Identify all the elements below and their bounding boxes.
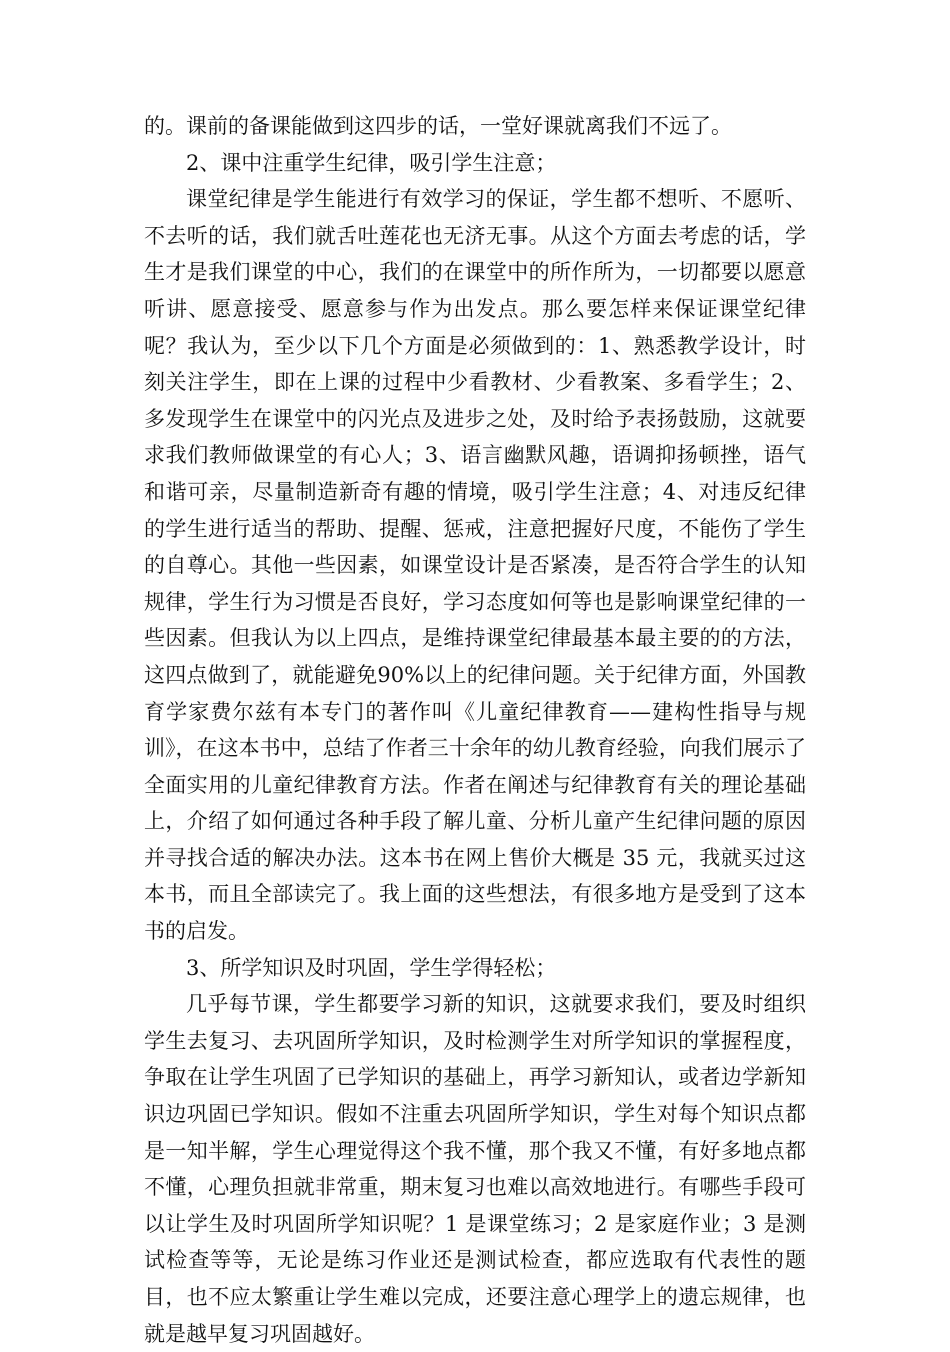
paragraph-classroom-discipline: 课堂纪律是学生能进行有效学习的保证，学生都不想听、不愿听、不去听的话，我们就舌吐莲花也无济无事。从这个方面去考虑的话，学生才是我们课堂的中心，我们的在课堂中的所作所为，一切都要以愿意听讲、愿意接受、愿意参与作为出发点。那么要怎样来保证课堂纪律呢？我认为，至少以下几个方面是必须做到的：1、熟悉教学设计，时刻关注学生，即在上课的过程中少看教材、少看教案、多看学生；2、多发现学生在课堂中的闪光点及进步之处，及时给予表扬鼓励，这就要求我们教师做课堂的有心人；3、语言幽默风趣，语调抑扬顿挫，语气和谐可亲，尽量制造新奇有趣的情境，吸引学生注意；4、对违反纪律的学生进行适当的帮助、提醒、惩戒，注意把握好尺度，不能伤了学生的自尊心。其他一些因素，如课堂设计是否紧凑，是否符合学生的认知规律，学生行为习惯是否良好，学习态度如何等也是影响课堂纪律的一些因素。但我认为以上四点，是维持课堂纪律最基本最主要的的方法，这四点做到了，就能避免90%以上的纪律问题。关于纪律方面，外国教育学家费尔兹有本专门的著作叫《儿童纪律教育——建构性指导与规训》，在这本书中，总结了作者三十余年的幼儿教育经验，向我们展示了全面实用的儿童纪律教育方法。作者在阐述与纪律教育有关的理论基础上，介绍了如何通过各种手段了解儿童、分析儿童产生纪律问题的原因并寻找合适的解决办法。这本书在网上售价大概是 35 元，我就买过这本书，而且全部读完了。我上面的这些想法，有很多地方是受到了这本书的启发。 (144, 187, 806, 944)
paragraph-intro-continuation: 的。课前的备课能做到这四步的话，一堂好课就离我们不远了。 (144, 114, 732, 138)
paragraph-knowledge-consolidation: 几乎每节课，学生都要学习新的知识，这就要求我们，要及时组织学生去复习、去巩固所学知识，及时检测学生对所学知识的掌握程度，争取在让学生巩固了已学知识的基础上，再学习新知认，或者边学新知识边巩固已学知识。假如不注重去巩固所学知识，学生对每个知识点都是一知半解，学生心理觉得这个我不懂，那个我又不懂，有好多地点都不懂，心理负担就非常重，期末复习也难以高效地进行。有哪些手段可以让学生及时巩固所学知识呢？1 是课堂练习；2 是家庭作业；3 是测试检查等等，无论是练习作业还是测试检查，都应选取有代表性的题目，也不应太繁重让学生难以完成，还要注意心理学上的遗忘规律，也就是越早复习巩固越好。 (144, 992, 806, 1346)
document-body (144, 108, 806, 1352)
section-heading-3: 3、所学知识及时巩固，学生学得轻松； (186, 955, 557, 980)
section-heading-2: 2、课中注重学生纪律，吸引学生注意； (186, 150, 557, 175)
